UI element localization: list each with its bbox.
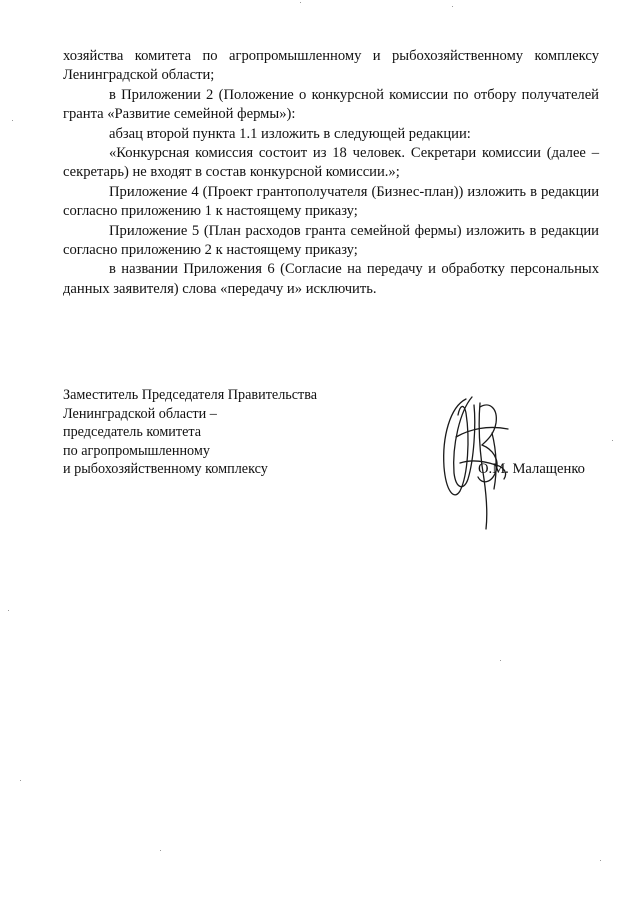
signatory-title-line: Ленинградской области –: [63, 405, 217, 422]
scan-speck: [160, 850, 161, 851]
scan-speck: [452, 6, 453, 7]
paragraph-appendix-4: Приложение 4 (Проект грантополучателя (Бизнес-план)) изложить в редакции согласно приложению 1 к настоящему приказу;: [63, 183, 599, 220]
scan-speck: [300, 2, 301, 3]
scan-speck: [500, 660, 501, 661]
scan-speck: [612, 440, 613, 441]
paragraph-appendix-6: в названии Приложения 6 (Согласие на передачу и обработку персональных данных заявителя) слова «передачу и» исключить.: [63, 261, 599, 297]
body-text: [63, 47, 599, 299]
signatory-title-line: по агропромышленному: [63, 442, 210, 459]
paragraph-clause-1-1: абзац второй пункта 1.1 изложить в следующей редакции:: [109, 125, 471, 142]
signatory-title-line: Заместитель Председателя Правительства: [63, 387, 318, 403]
paragraph-appendix-5: Приложение 5 (План расходов гранта семейной фермы) изложить в редакции согласно приложению 2 к настоящему приказу;: [63, 222, 599, 259]
scan-speck: [600, 860, 601, 861]
signatory-title-line: и рыбохозяйственному комплексу: [63, 461, 268, 478]
paragraph-commission-quote: «Конкурсная комиссия состоит из 18 человек. Секретари комиссии (далее – секретарь) не входят в состав конкурсной комиссии.»;: [63, 145, 599, 181]
scan-speck: [8, 610, 9, 611]
scan-speck: [20, 780, 21, 781]
signatory-name: О.М. Малащенко: [478, 461, 585, 477]
scan-speck: [12, 120, 13, 121]
signatory-title-line: председатель комитета: [63, 424, 202, 441]
paragraph-continuation: хозяйства комитета по агропромышленному и рыбохозяйственному комплексу Ленинградской области;: [63, 48, 599, 84]
signatory-title: [63, 386, 353, 479]
paragraph-appendix-2: в Приложении 2 (Положение о конкурсной комиссии по отбору получателей гранта «Развитие семейной фермы»):: [63, 86, 599, 123]
